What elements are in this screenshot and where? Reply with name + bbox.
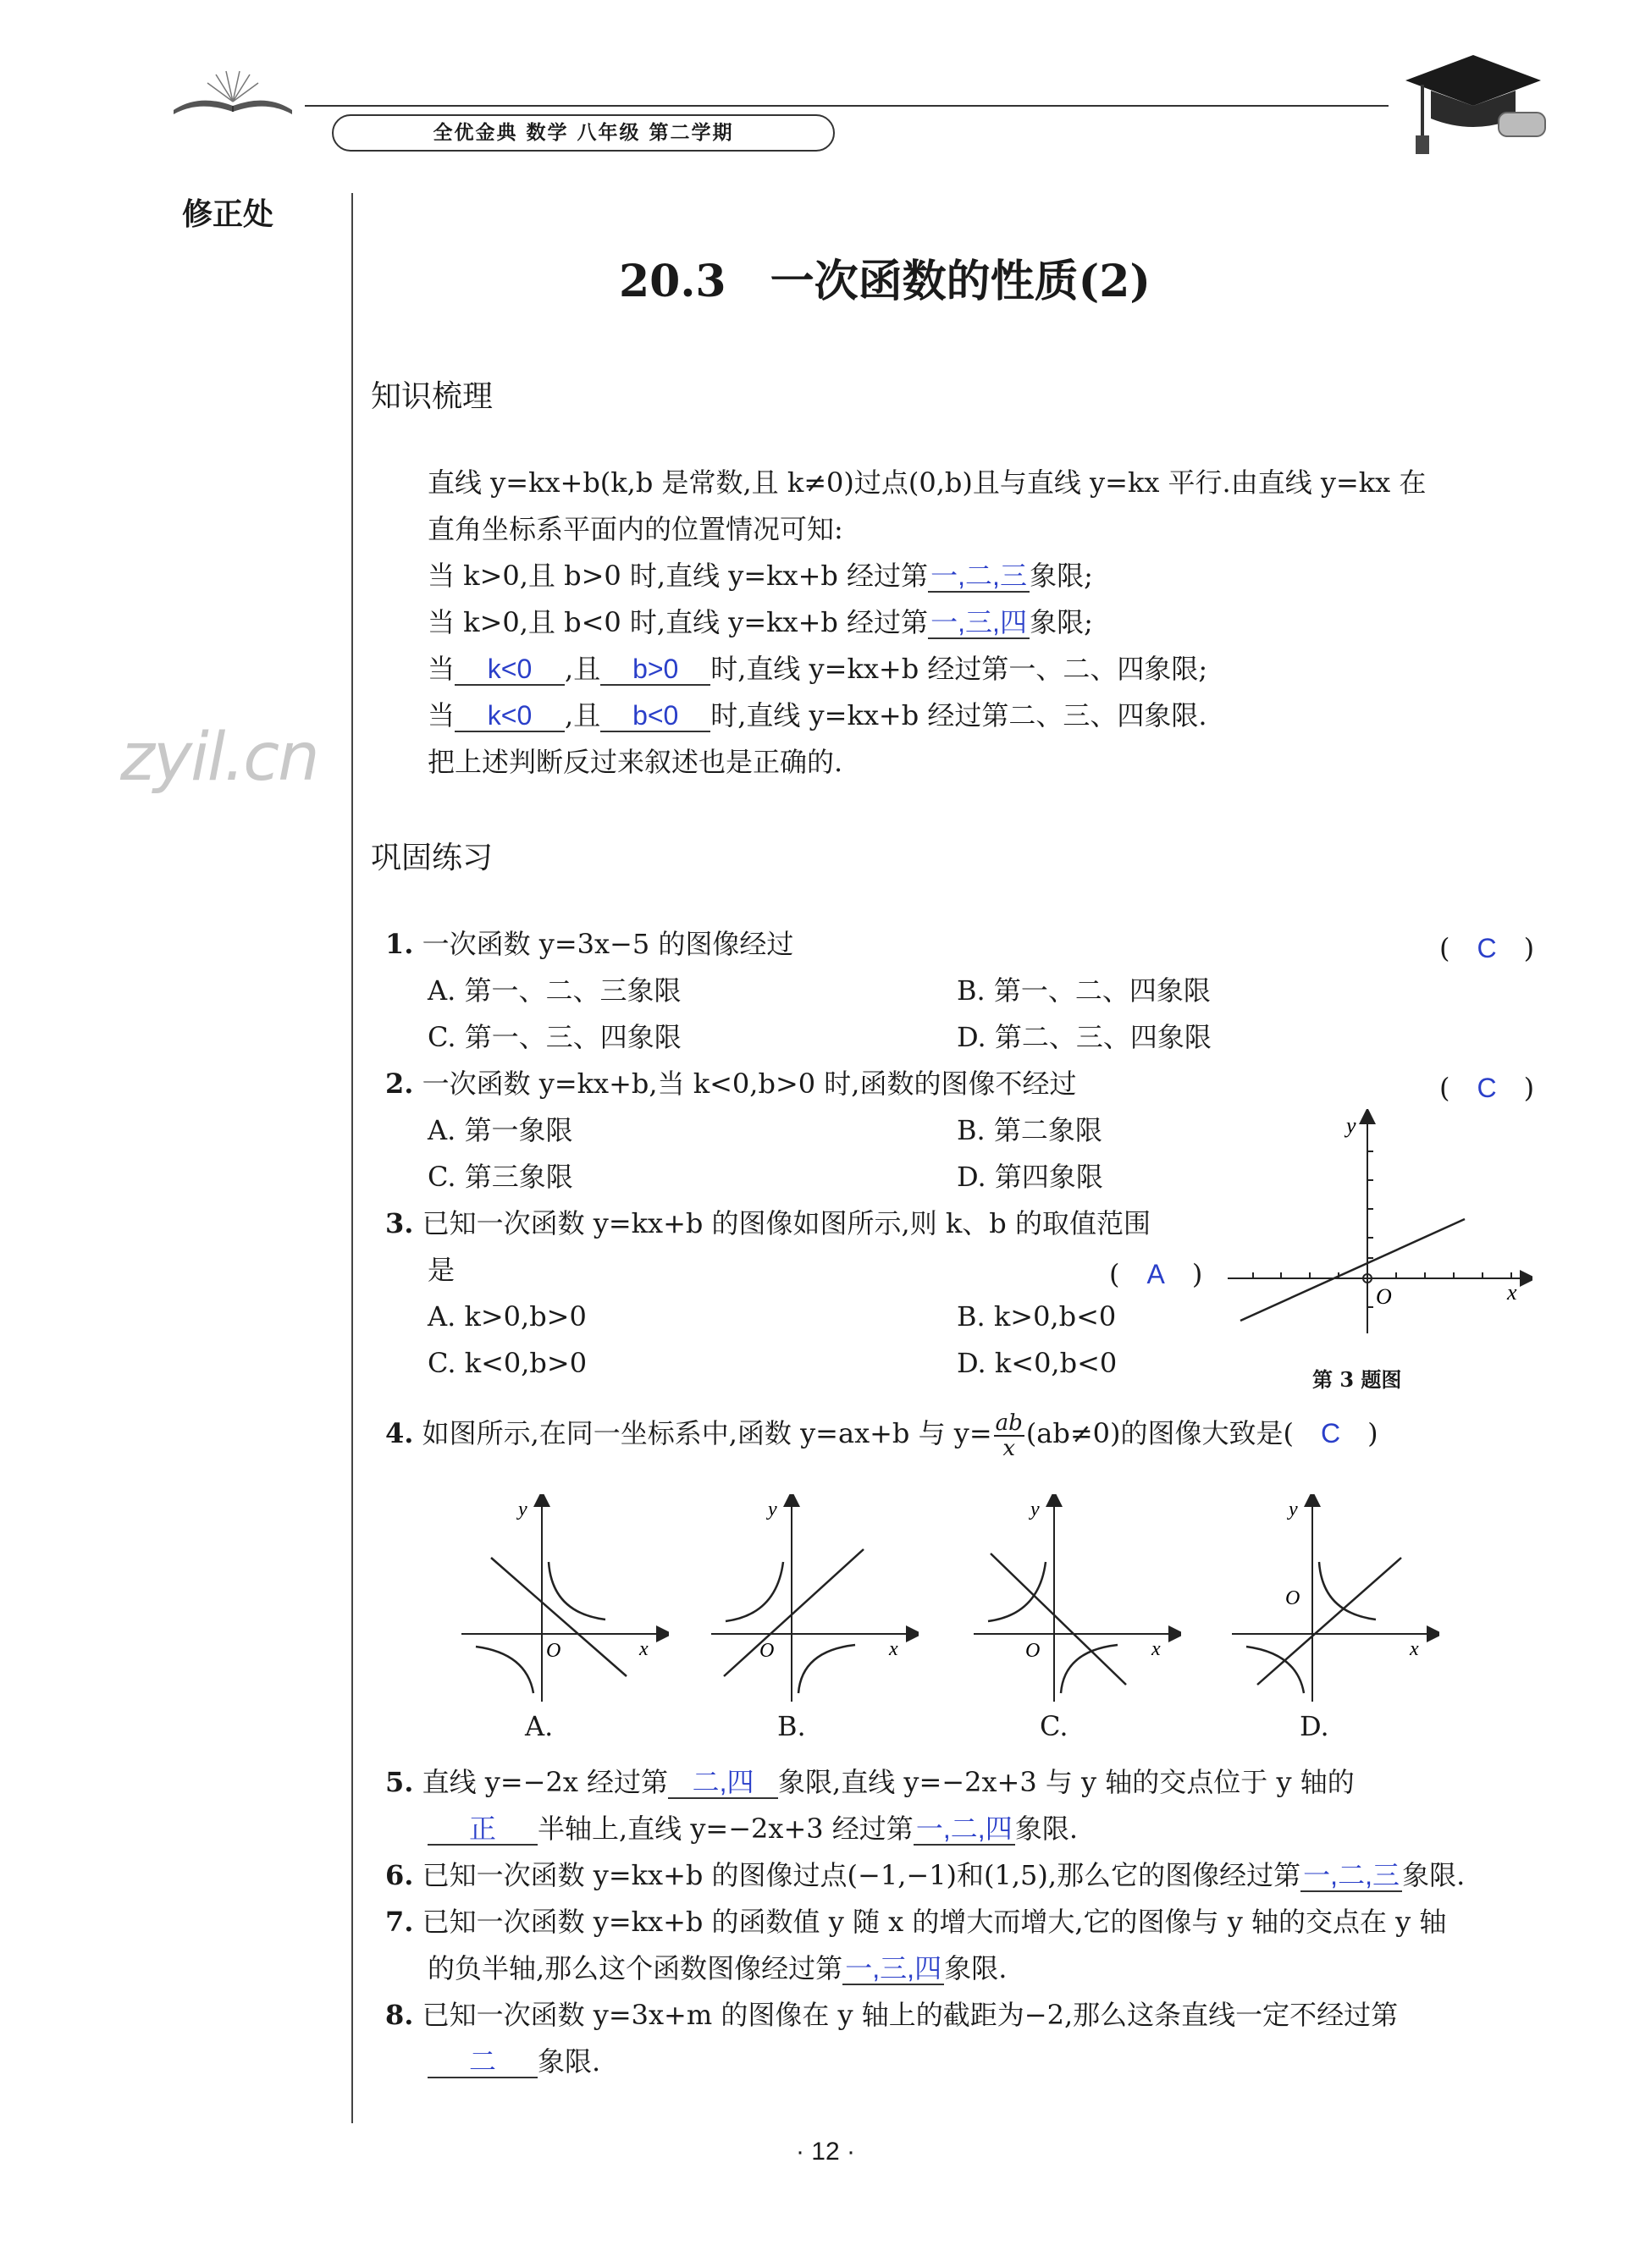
section-practice-heading: 巩固练习 xyxy=(371,841,494,875)
knowledge-intro-2: 直角坐标系平面内的位置情况可知: xyxy=(428,513,843,545)
svg-text:x: x xyxy=(1151,1638,1161,1660)
question-4: 4. 如图所示,在同一坐标系中,函数 y=ax+b 与 y= $\frac{ab}{x}$ (ab≠0)的图像大致是( C ) xyxy=(385,1410,1378,1461)
answer-blank: 二,四 xyxy=(668,1767,778,1799)
question-5-cont: 正 半轴上,直线 y=−2x+3 经过第一,二,四象限. xyxy=(428,1812,1078,1846)
q1-option-c: C. 第一、三、四象限 xyxy=(428,1021,682,1053)
q1-option-d: D. 第二、三、四象限 xyxy=(957,1021,1212,1053)
q3-figure-caption: 第 3 题图 xyxy=(1312,1367,1402,1392)
svg-text:O: O xyxy=(546,1640,561,1662)
svg-text:y: y xyxy=(1030,1498,1040,1520)
answer-blank: 一,三,四 xyxy=(928,607,1030,639)
question-2: 2. 一次函数 y=kx+b,当 k<0,b>0 时,函数的图像不经过 xyxy=(385,1068,1077,1100)
q2-option-d: D. 第四象限 xyxy=(957,1161,1103,1193)
question-8: 8. 已知一次函数 y=3x+m 的图像在 y 轴上的截距为−2,那么这条直线一定不经过第 xyxy=(385,1999,1399,2031)
q4-label-d: D. xyxy=(1300,1710,1329,1742)
answer-blank: b<0 xyxy=(600,700,710,732)
q1-answer-paren: ( C ) xyxy=(1439,932,1535,964)
revise-label: 修正处 xyxy=(182,197,274,232)
svg-text:x: x xyxy=(639,1638,649,1660)
knowledge-case-2: 当 k>0,且 b<0 时,直线 y=kx+b 经过第一,三,四象限; xyxy=(428,606,1093,638)
book-icon xyxy=(165,68,301,119)
q4-graph-b xyxy=(707,1494,919,1706)
q3-answer-paren: ( A ) xyxy=(1109,1258,1203,1290)
q3-option-d: D. k<0,b<0 xyxy=(957,1347,1118,1379)
q3-option-c: C. k<0,b>0 xyxy=(428,1347,588,1379)
watermark: zyil.cn xyxy=(120,720,318,796)
svg-text:O: O xyxy=(1025,1640,1041,1662)
question-6: 6. 已知一次函数 y=kx+b 的图像过点(−1,−1)和(1,5),那么它的图像经过第一,二,三象限. xyxy=(385,1859,1466,1891)
graph-line xyxy=(1240,1219,1465,1321)
svg-text:x: x xyxy=(1410,1638,1419,1660)
answer-blank: 一,三,四 xyxy=(842,1953,944,1985)
header-rule xyxy=(305,105,1389,107)
answer-blank: k<0 xyxy=(455,700,565,732)
q3-figure xyxy=(1219,1109,1532,1355)
answer-blank: 一,二,四 xyxy=(914,1813,1015,1846)
answer-blank: 一,二,三 xyxy=(1300,1860,1402,1892)
q3-option-a: A. k>0,b>0 xyxy=(428,1300,587,1333)
knowledge-case-4: 当 k<0 ,且 b<0 时,直线 y=kx+b 经过第二、三、四象限. xyxy=(428,699,1207,731)
q2-option-c: C. 第三象限 xyxy=(428,1161,573,1193)
q4-graph-a xyxy=(457,1494,669,1706)
q2-option-a: A. 第一象限 xyxy=(428,1114,573,1146)
page-number: · 12 · xyxy=(795,2138,856,2166)
q2-answer-paren: ( C ) xyxy=(1439,1072,1535,1104)
question-3-cont: 是 xyxy=(428,1254,456,1286)
book-header: 全优金典 数学 八年级 第二学期 xyxy=(332,114,835,152)
question-5: 5. 直线 y=−2x 经过第 二,四 象限,直线 y=−2x+3 与 y 轴的交点位于 y 轴的 xyxy=(385,1766,1355,1798)
q4-label-b: B. xyxy=(777,1710,806,1742)
q4-graph-c xyxy=(969,1494,1181,1706)
y-axis-label: y xyxy=(1346,1113,1356,1138)
svg-text:O: O xyxy=(1285,1587,1300,1609)
knowledge-intro-1: 直线 y=kx+b(k,b 是常数,且 k≠0)过点(0,b)且与直线 y=kx 平行.由直线 y=kx 在 xyxy=(428,466,1427,499)
q4-label-c: C. xyxy=(1040,1710,1068,1742)
question-7-cont: 的负半轴,那么这个函数图像经过第一,三,四象限. xyxy=(428,1952,1008,1984)
graduation-cap-icon xyxy=(1397,47,1549,157)
answer-blank: 二 xyxy=(428,2046,538,2078)
section-knowledge-heading: 知识梳理 xyxy=(371,379,494,414)
knowledge-case-3: 当 k<0 ,且 b>0 时,直线 y=kx+b 经过第一、二、四象限; xyxy=(428,653,1208,685)
fraction: $\frac{ab}{x}$ xyxy=(995,1410,1023,1461)
knowledge-conclusion: 把上述判断反过来叙述也是正确的. xyxy=(428,746,843,778)
question-8-cont: 二 象限. xyxy=(428,2045,600,2078)
question-3: 3. 已知一次函数 y=kx+b 的图像如图所示,则 k、b 的取值范围 xyxy=(385,1207,1151,1239)
origin-label: O xyxy=(1376,1284,1392,1309)
question-1: 1. 一次函数 y=3x−5 的图像经过 xyxy=(385,928,794,960)
answer-blank: k<0 xyxy=(455,654,565,686)
svg-text:y: y xyxy=(518,1498,527,1520)
q4-label-a: A. xyxy=(525,1710,554,1742)
svg-text:x: x xyxy=(889,1638,898,1660)
x-axis-label: x xyxy=(1507,1280,1517,1305)
q1-option-b: B. 第一、二、四象限 xyxy=(957,974,1211,1007)
margin-divider xyxy=(351,193,353,2123)
svg-text:y: y xyxy=(768,1498,777,1520)
q2-option-b: B. 第二象限 xyxy=(957,1114,1102,1146)
q3-option-b: B. k>0,b<0 xyxy=(957,1300,1117,1333)
svg-text:y: y xyxy=(1289,1498,1298,1520)
knowledge-case-1: 当 k>0,且 b>0 时,直线 y=kx+b 经过第一,二,三象限; xyxy=(428,560,1093,592)
question-7: 7. 已知一次函数 y=kx+b 的函数值 y 随 x 的增大而增大,它的图像与 y 轴的交点在 y 轴 xyxy=(385,1906,1447,1938)
answer-blank: 正 xyxy=(428,1813,538,1846)
answer-blank: b>0 xyxy=(600,654,710,686)
answer-blank: 一,二,三 xyxy=(928,560,1030,593)
q4-graph-d xyxy=(1228,1494,1439,1706)
q1-option-a: A. 第一、二、三象限 xyxy=(428,974,682,1007)
svg-text:O: O xyxy=(759,1640,775,1662)
page-title: 20.3 一次函数的性质(2) xyxy=(618,256,1151,307)
